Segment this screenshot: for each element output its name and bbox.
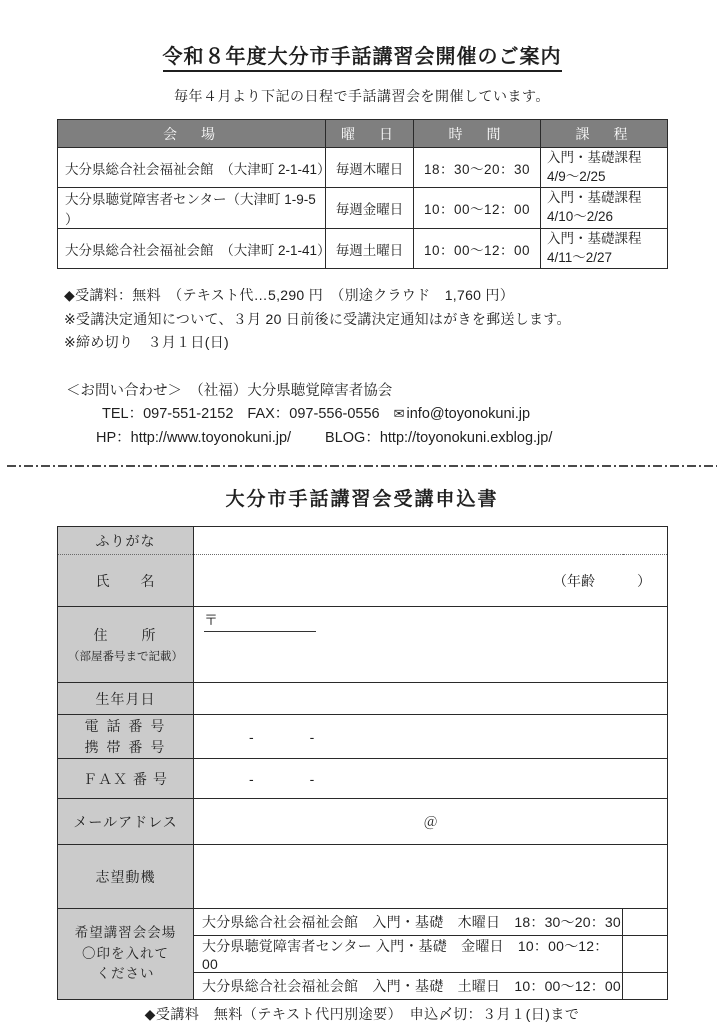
venue-option-text: 大分県総合社会福祉会館 入門・基礎 土曜日 10：00～12：00	[194, 973, 623, 1000]
contact-email: info@toyonokuni.jp	[406, 406, 531, 423]
phone-label-line1: 電 話 番 号	[84, 718, 167, 735]
notice-note: ※受講決定通知について、３月 20 日前後に受講決定通知はがきを郵送します。	[64, 310, 571, 327]
furigana-field	[194, 527, 668, 555]
phone-label	[58, 715, 194, 759]
fax-label: ＦＡＸ 番 号	[58, 759, 194, 799]
deadline-note: ※締め切り ３月１日(日)	[64, 334, 229, 351]
page-title-text: 令和８年度大分市手話講習会開催のご案内	[163, 46, 562, 72]
table-row	[58, 188, 668, 229]
fax-row	[58, 759, 668, 799]
header-venue: 会 場	[58, 120, 326, 148]
fax-field: - -	[194, 759, 668, 799]
address-field	[194, 607, 668, 683]
schedule-table	[57, 119, 668, 269]
subtitle: 毎年４月より下記の日程で手話講習会を開催しています。	[174, 88, 550, 104]
envelope-icon: ✉	[393, 406, 405, 422]
name-field	[194, 555, 668, 607]
furigana-label: ふりがな	[58, 527, 194, 555]
day-cell: 毎週木曜日	[326, 148, 414, 188]
fee-note: ◆受講料：無料 （テキスト代…5,290 円 （別途クラウド 1,760 円）	[64, 287, 515, 303]
day-cell: 毎週土曜日	[326, 229, 414, 269]
email-row	[58, 799, 668, 845]
venue-option-mark-cell	[623, 973, 668, 1000]
name-row	[58, 555, 668, 607]
email-label: メールアドレス	[58, 799, 194, 845]
contact-hp-url: HP：http://www.toyonokuni.jp/	[96, 429, 292, 446]
name-label: 氏 名	[58, 555, 194, 607]
motivation-label: 志望動機	[58, 845, 194, 909]
time-cell: 10：00～12：00	[414, 229, 541, 269]
course-name: 入門・基礎課程	[547, 230, 642, 246]
course-dates: 4/10～2/26	[547, 209, 614, 224]
contact-tel-fax-email	[102, 403, 724, 426]
application-form-title: 大分市手話講習会受講申込書	[225, 489, 499, 510]
course-cell	[541, 148, 668, 188]
venue-option-text: 大分県聴覚障害者センター 入門・基礎 金曜日 10：00～12：00	[194, 936, 623, 973]
table-row	[58, 148, 668, 188]
venue-cell: 大分県聴覚障害者センター（大津町 1-9-5 ）	[58, 188, 326, 229]
phone-field: - -	[194, 715, 668, 759]
address-label-sub: （部屋番号まで記載）	[68, 650, 183, 663]
course-name: 入門・基礎課程	[547, 190, 642, 206]
email-field: ＠	[194, 799, 668, 845]
contact-blog-url: BLOG：http://toyonokuni.exblog.jp/	[325, 429, 553, 446]
time-cell: 10：00～12：00	[414, 188, 541, 229]
contact-urls	[96, 427, 724, 450]
venue-option-mark-cell	[623, 909, 668, 936]
header-time: 時 間	[414, 120, 541, 148]
day-cell: 毎週金曜日	[326, 188, 414, 229]
address-row	[58, 607, 668, 683]
table-row	[58, 229, 668, 269]
birthdate-label: 生年月日	[58, 683, 194, 715]
age-hint: （年齢 ）	[553, 572, 651, 589]
furigana-row	[58, 527, 668, 555]
course-dates: 4/11～2/27	[547, 249, 613, 265]
dash-dot-separator	[7, 465, 717, 467]
birthdate-row	[58, 683, 668, 715]
motivation-field	[194, 845, 668, 909]
notes-block	[64, 284, 724, 355]
course-name: 入門・基礎課程	[547, 149, 642, 165]
venue-option-row	[58, 909, 668, 936]
venue-cell: 大分県総合社会福祉会館 （大津町 2-1-41）	[58, 229, 326, 269]
application-form-table	[57, 526, 668, 1000]
contact-fax: FAX：097-556-0556	[247, 406, 380, 423]
motivation-row	[58, 845, 668, 909]
form-footer-note: ◆受講料 無料（テキスト代円別途要） 申込〆切：３月１(日)まで	[144, 1006, 580, 1022]
header-day: 曜 日	[326, 120, 414, 148]
contact-block	[66, 380, 724, 450]
birthdate-field	[194, 683, 668, 715]
venue-choice-line3: ください	[96, 966, 155, 982]
venue-choice-line1: 希望講習会会場	[74, 924, 177, 940]
time-cell: 18：30～20：30	[414, 148, 541, 188]
phone-row	[58, 715, 668, 759]
venue-option-mark-cell	[623, 936, 668, 973]
address-label	[58, 607, 194, 683]
schedule-header-row	[58, 120, 668, 148]
contact-heading: ＜お問い合わせ＞ （社福）大分県聴覚障害者協会	[66, 382, 393, 399]
postal-code-line: 〒	[204, 610, 316, 632]
course-cell	[541, 188, 668, 229]
contact-tel: TEL：097-551-2152	[102, 406, 234, 423]
venue-option-text: 大分県総合社会福祉会館 入門・基礎 木曜日 18：30～20：30	[194, 909, 623, 936]
phone-label-line2: 携 帯 番 号	[84, 738, 167, 755]
venue-choice-line2: 〇印を入れて	[82, 945, 169, 961]
venue-choice-label	[58, 909, 194, 1000]
course-dates: 4/9～2/25	[547, 168, 606, 184]
course-cell	[541, 229, 668, 269]
header-course: 課 程	[541, 120, 668, 148]
address-label-text: 住 所	[93, 627, 158, 644]
page-title	[0, 40, 724, 69]
venue-cell: 大分県総合社会福祉会館 （大津町 2-1-41）	[58, 148, 326, 188]
